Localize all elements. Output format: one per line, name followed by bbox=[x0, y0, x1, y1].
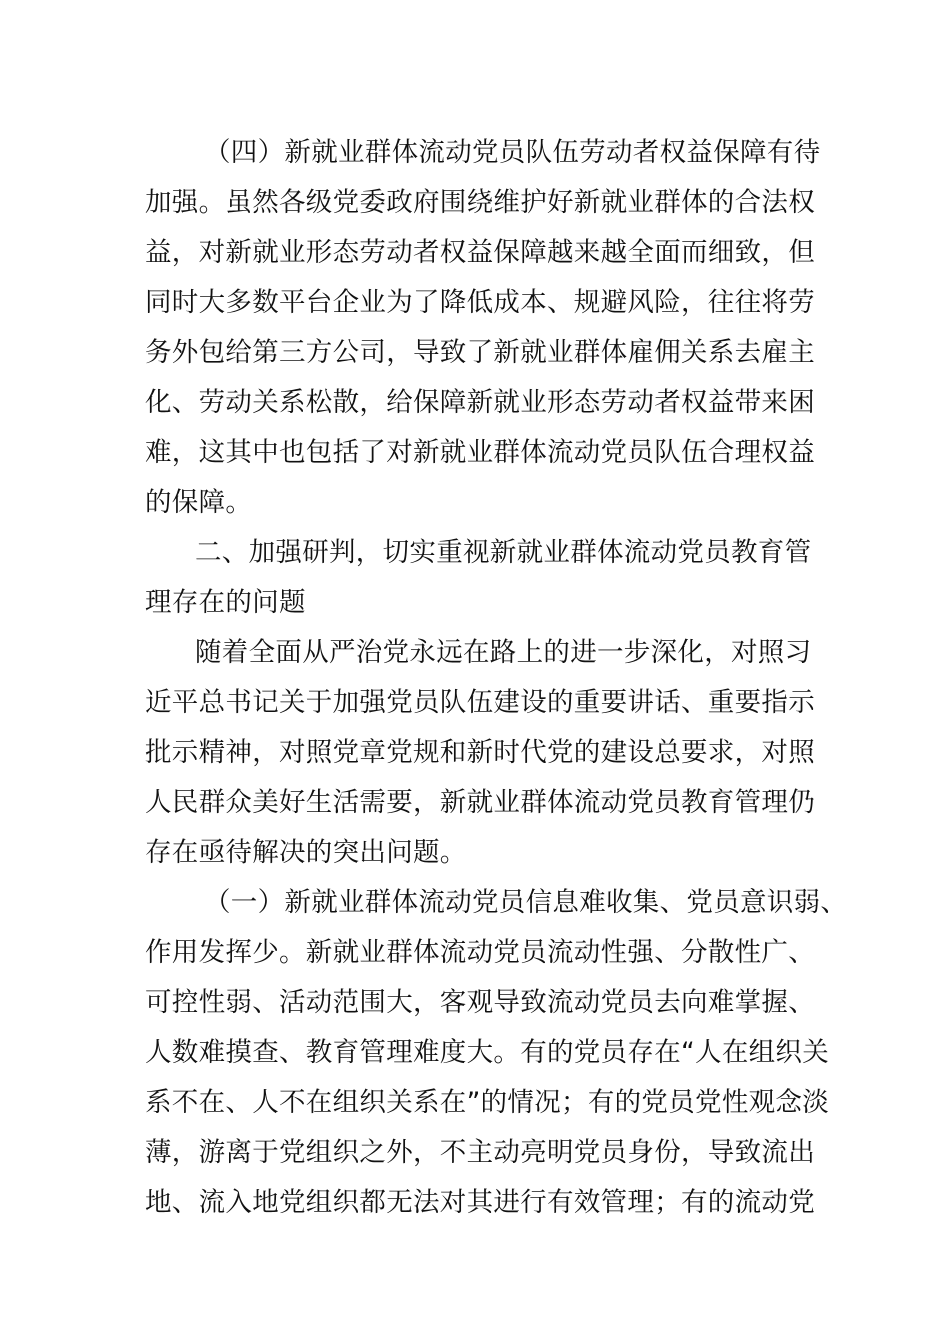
section-heading: 二、加强研判，切实重视新就业群体流动党员教育管 bbox=[195, 537, 812, 568]
text-line: 化、劳动关系松散，给保障新就业形态劳动者权益带来困 bbox=[145, 387, 815, 418]
text-line: 难，这其中也包括了对新就业群体流动党员队伍合理权益 bbox=[145, 437, 815, 468]
text-line: 人民群众美好生活需要，新就业群体流动党员教育管理仍 bbox=[145, 787, 815, 818]
text-line: 可控性弱、活动范围大，客观导致流动党员去向难掌握、 bbox=[145, 987, 815, 1018]
text-line: 的保障。 bbox=[145, 487, 253, 518]
text-line: 作用发挥少。新就业群体流动党员流动性强、分散性广、 bbox=[145, 937, 815, 968]
text-line: 益，对新就业形态劳动者权益保障越来越全面而细致，但 bbox=[145, 237, 815, 268]
text-line: 地、流入地党组织都无法对其进行有效管理；有的流动党 bbox=[145, 1187, 815, 1218]
text-line: 务外包给第三方公司，导致了新就业群体雇佣关系去雇主 bbox=[145, 337, 815, 368]
text-line: 存在亟待解决的突出问题。 bbox=[145, 837, 467, 868]
text-line: （四）新就业群体流动党员队伍劳动者权益保障有待 bbox=[204, 137, 821, 168]
text-line: 同时大多数平台企业为了降低成本、规避风险，往往将劳 bbox=[145, 287, 815, 318]
text-line: 薄，游离于党组织之外，不主动亮明党员身份，导致流出 bbox=[145, 1137, 815, 1168]
text-line: 加强。虽然各级党委政府围绕维护好新就业群体的合法权 bbox=[145, 187, 815, 218]
text-line: 系不在、人不在组织关系在”的情况；有的党员党性观念淡 bbox=[145, 1087, 830, 1118]
text-line: 批示精神，对照党章党规和新时代党的建设总要求，对照 bbox=[145, 737, 815, 768]
text-line: 随着全面从严治党永远在路上的进一步深化，对照习 bbox=[195, 637, 812, 668]
text-line: 近平总书记关于加强党员队伍建设的重要讲话、重要指示 bbox=[145, 687, 815, 718]
section-heading: 理存在的问题 bbox=[145, 587, 306, 618]
text-line: 人数难摸查、教育管理难度大。有的党员存在“人在组织关 bbox=[145, 1037, 830, 1068]
text-line: （一）新就业群体流动党员信息难收集、党员意识弱、 bbox=[204, 887, 848, 918]
